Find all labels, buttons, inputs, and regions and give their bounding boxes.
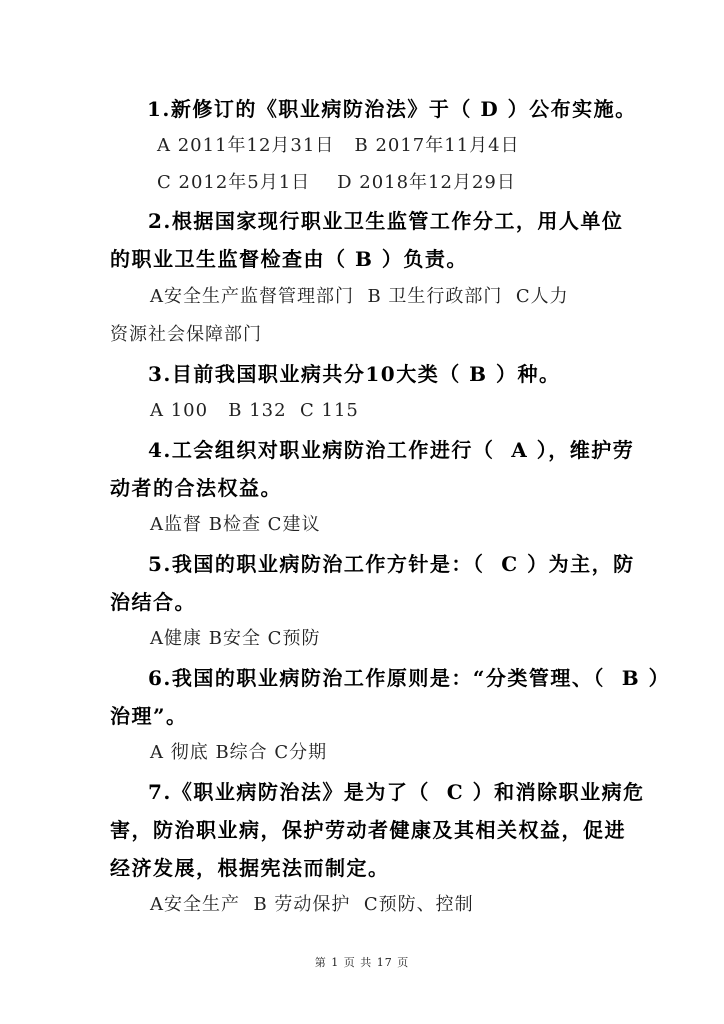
question-4-options: A监督 B检查 C建议 [150,514,321,535]
page-footer: 第 1 页 共 17 页 [314,956,410,969]
question-5-options: A健康 B安全 C预防 [150,628,321,649]
question-2-text: 2.根据国家现行职业卫生监管工作分工，用人单位 [148,209,624,233]
question-6-text-continued: 治理”。 [110,704,188,728]
question-1-options-row-2: C 2012年5月1日 D 2018年12月29日 [157,172,516,193]
question-1-options-row-1: A 2011年12月31日 B 2017年11月4日 [157,135,520,156]
question-3-options: A 100 B 132 C 115 [150,400,359,421]
question-2-text-continued: 的职业卫生监督检查由（ B ）负责。 [110,247,468,271]
question-1-text: 1.新修订的《职业病防治法》于（ D ）公布实施。 [147,97,637,121]
question-6-text: 6.我国的职业病防治工作原则是：“分类管理、（ B ） [148,666,671,690]
question-6-options: A 彻底 B综合 C分期 [150,742,328,763]
question-2-options-row-2: 资源社会保障部门 [110,324,262,345]
question-4-text: 4.工会组织对职业病防治工作进行（ A ），维护劳 [148,438,635,462]
question-7-options: A安全生产 B 劳动保护 C预防、控制 [150,894,474,915]
question-3-text: 3.目前我国职业病共分10大类（ B ）种。 [148,362,561,386]
question-4-text-continued: 动者的合法权益。 [110,476,282,500]
question-2-options-row-1: A安全生产监督管理部门 B 卫生行政部门 C人力 [150,286,569,307]
question-7-text-continued-1: 害，防治职业病，保护劳动者健康及其相关权益，促进 [110,818,626,842]
question-5-text-continued: 治结合。 [110,590,196,614]
question-7-text: 7.《职业病防治法》是为了（ C ）和消除职业病危 [148,780,645,804]
question-7-text-continued-2: 经济发展，根据宪法而制定。 [110,856,390,880]
question-5-text: 5.我国的职业病防治工作方针是：（ C ）为主，防 [148,552,635,576]
